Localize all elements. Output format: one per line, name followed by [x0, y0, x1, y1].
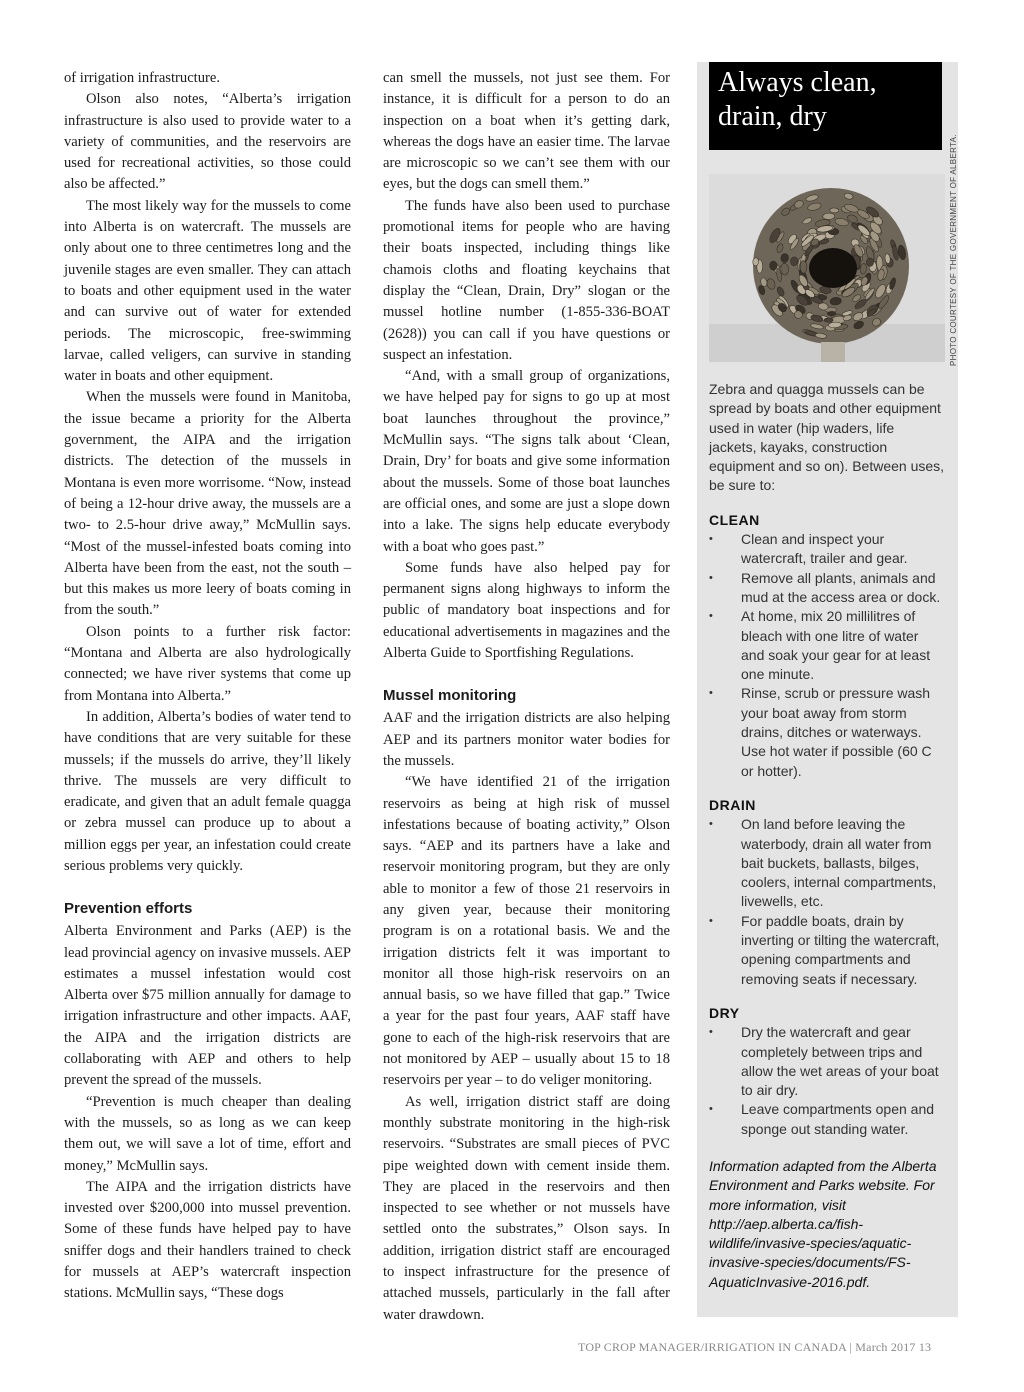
list-item: • At home, mix 20 millilitres of bleach with one litre of water and soak your gear for at least one minute.	[709, 607, 945, 684]
article-column-2	[383, 68, 670, 1326]
list-item: • Remove all plants, animals and mud at the access area or dock.	[709, 569, 945, 608]
sidebar-intro: Zebra and quagga mussels can be spread by boats and other equipment used in water (hip waders, life jackets, kayaks, construction equipment and so on). Between uses, be sure to:	[709, 381, 945, 494]
sidebar-title: Always clean, drain, dry	[709, 62, 942, 150]
page-footer: TOP CROP MANAGER/IRRIGATION IN CANADA | March 2017 13	[578, 1340, 932, 1354]
photo-credit: PHOTO COURTESY OF THE GOVERNMENT OF ALBERTA.	[949, 134, 958, 366]
list-item: • Clean and inspect your watercraft, trailer and gear.	[709, 530, 945, 569]
paragraph: “And, with a small group of organizations, we have helped pay for signs to go up at most boat launches throughout the province,” McMullin says. “The signs talk about ‘Clean, Drain, Dry’ for boats and give some information about the mussels. Some of those boat launches are official ones, and some are just a slope down into a lake. The signs help educate everybody with a boat who goes past.”	[383, 368, 670, 555]
paragraph: Olson also notes, “Alberta’s irrigation infrastructure is also used to provide water to a variety of communities, and the reservoirs are used for recreational activities, so those could also be affected.”	[64, 91, 351, 193]
paragraph: AAF and the irrigation districts are also helping AEP and its partners monitor water bodies for the mussels.	[383, 710, 670, 769]
mussel-cluster-image	[709, 174, 945, 362]
paragraph: In addition, Alberta’s bodies of water tend to have conditions that are very suitable for these mussels; if the mussels do arrive, they’ll likely thrive. The mussels are very difficult to eradicate, and given that an adult female quagga or zebra mussel can produce up to about a million eggs per year, an infestation could create serious problems very quickly.	[64, 708, 351, 874]
paragraph: Olson points to a further risk factor: “Montana and Alberta are also hydrologically connected; we have river systems that come up from Montana into Alberta.”	[64, 623, 351, 704]
mussel-cluster-photo	[709, 174, 945, 362]
mussel-shell	[830, 208, 839, 213]
dry-heading: DRY	[709, 1004, 740, 1021]
paragraph: of irrigation infrastructure.	[64, 70, 221, 86]
section-heading-prevention: Prevention efforts	[64, 900, 193, 918]
mussel-shell	[753, 258, 759, 266]
paragraph: “Prevention is much cheaper than dealing with the mussels, so as long as we can keep them out, we will save a lot of time, effort and money,” McMullin says.	[64, 1093, 351, 1174]
mussel-shell	[827, 311, 836, 316]
drain-list	[709, 815, 945, 989]
drain-heading: DRAIN	[709, 796, 756, 813]
paragraph: Alberta Environment and Parks (AEP) is the lead provincial agency on invasive mussels. AEP estimates a mussel infestation would cost Alberta over $75 million annually for damage to irrigation infrastructure and other impacts. AAF, the AIPA and the irrigation districts are collaborating with AEP and others to help prevent the spread of the mussels.	[64, 923, 351, 1089]
sidebar-text	[709, 380, 945, 1292]
clean-heading: CLEAN	[709, 511, 760, 528]
mussel-shell	[770, 261, 778, 270]
source-note: Information adapted from the Alberta Environment and Parks website. For more information, visit http://aep.alberta.ca/fish-wildlife/invasive-species/aquatic-invasive-species/documents/FS-AquaticInvasive-2016.pdf.	[709, 1157, 937, 1290]
mussel-shell	[824, 318, 833, 323]
paragraph: can smell the mussels, not just see them. For instance, it is difficult for a person to do an inspection on a boat when it’s getting dark, whereas the dogs have an easier time. The larvae are microscopic so we can’t see them with our eyes, but the dogs can smell them.”	[383, 70, 670, 193]
paragraph: The AIPA and the irrigation districts have invested over $200,000 into mussel prevention. Some of these funds have helped pay to have sniffer dogs and their handlers trained to check for mussels at AEP’s watercraft inspection stations. McMullin says, “These dogs	[64, 1178, 351, 1302]
list-item: • Dry the watercraft and gear completely between trips and allow the wet areas of your boat to air dry.	[709, 1023, 945, 1100]
list-item: • Rinse, scrub or pressure wash your boat away from storm drains, ditches or waterways. Use hot water if possible (60 C or hotter).	[709, 684, 945, 780]
clean-list	[709, 530, 945, 781]
paragraph: When the mussels were found in Manitoba, the issue became a priority for the Alberta government, the AIPA and the irrigation districts. The detection of the mussels in Montana is even more worrisome. “Now, instead of being a 12-hour drive away, the mussels are a two- to 2.5-hour drive away,” McMullin says. “Most of the mussel-infested boats coming into Alberta have been from the east, not the south – but this makes us more leery of boats coming in from the south.”	[64, 389, 351, 619]
paragraph: Some funds have also helped pay for permanent signs along highways to inform the public of mandatory boat inspections and for educational advertisements in magazines and the Alberta Guide to Sportfishing Regulations.	[383, 559, 670, 662]
list-item: • On land before leaving the waterbody, drain all water from bait buckets, ballasts, bilges, coolers, internal compartments, livewells, etc.	[709, 815, 945, 911]
list-item: • Leave compartments open and sponge out standing water.	[709, 1100, 945, 1139]
mussel-shell	[800, 260, 807, 273]
article-column-1	[64, 68, 351, 1305]
sidebar-box	[697, 62, 958, 1317]
section-heading-monitoring: Mussel monitoring	[383, 687, 517, 705]
mussel-shell	[823, 213, 835, 220]
paragraph: As well, irrigation district staff are doing monthly substrate monitoring in the high-risk reservoirs. “Substrates are small pieces of PVC pipe weighted down with cement inside them. They are placed in the reservoirs and then inspected to see whether or not mussels have settled onto the substrates,” Olson says. In addition, irrigation district staff are encouraged to inspect infrastructure for the presence of attached mussels, particularly in the fall after water drawdown.	[383, 1093, 670, 1323]
paragraph: The most likely way for the mussels to come into Alberta is on watercraft. The mussels are only about one to three centimetres long and the juvenile stages are even smaller. They can attach to boats and other equipment used in the water and can survive out of water for extended periods. The microscopic, free-swimming larvae, called veligers, can survive in standing water in boats and other equipment.	[64, 197, 351, 385]
paragraph: “We have identified 21 of the irrigation reservoirs as being at high risk of mussel infestations because of boating activity,” Olson says. “AEP and its partners have a lake and reservoir monitoring program, but they are only able to monitor a few of those 21 reservoirs in any given year, because their monitoring program is on a rotational basis. We and the irrigation districts felt it was important to monitor all those high-risk reservoirs on an annual basis, so we have filled that gap.” Twice a year for the past four years, AAF staff have gone to each of the high-risk reservoirs that are not monitored by AEP – usually about 15 to 18 reservoirs per year – to do veliger monitoring.	[383, 774, 670, 1089]
dry-list	[709, 1023, 945, 1139]
paragraph: The funds have also been used to purchase promotional items for people who are having their boats inspected, including things like chamois cloths and floating keychains that display the “Clean, Drain, Dry” slogan or the mussel hotline number (1-855-336-BOAT (2628)) you can call if you have questions or suspect an infestation.	[383, 197, 670, 363]
list-item: • For paddle boats, drain by inverting or tilting the watercraft, opening compartments and removing seats if necessary.	[709, 912, 945, 989]
